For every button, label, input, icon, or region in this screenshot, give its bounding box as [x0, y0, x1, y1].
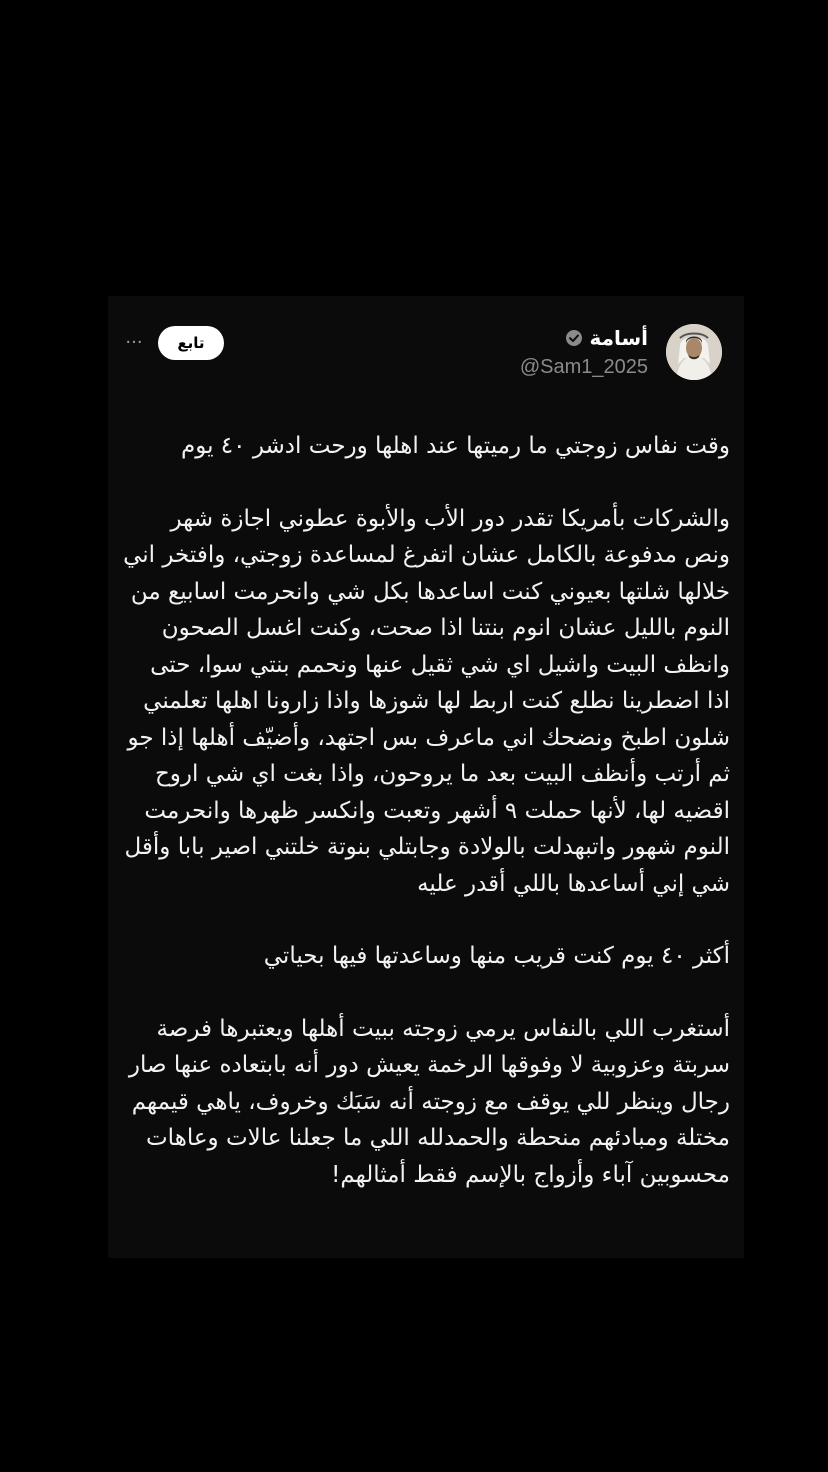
user-info — [520, 326, 648, 379]
avatar-image — [666, 324, 722, 380]
tweet-paragraph: والشركات بأمريكا تقدر دور الأب والأبوة عطوني اجازة شهر ونص مدفوعة بالكامل عشان اتفرغ لمساعدة زوجتي، وافتخر اني خلالها شلتها بعيوني كنت اساعدها بكل شي وانحرمت اسابيع من النوم بالليل عشان انوم بنتنا اذا صحت، وكنت اغسل الصحون وانظف البيت واشيل اي شي ثقيل عنها ونحمم بنتي سوا، حتى اذا اضطرينا نطلع كنت اربط لها شوزها واذا زارونا اهلها تعلمني شلون اطبخ ونضحك اني ماعرف بس اجتهد، وأضيّف أهلها إذا جو ثم أرتب وأنظف البيت بعد ما يروحون، واذا بغت اي شي اروح اقضيه لها، لأنها حملت ٩ أشهر وتعبت وانكسر ظهرها وانحرمت النوم شهور واتبهدلت بالولادة وجابتلي بنوتة خلتني اصير بابا وأقل شي إني أساعدها باللي أقدر عليه — [123, 505, 730, 897]
more-dots-label: ··· — [125, 331, 143, 353]
display-name[interactable]: أسامة — [589, 326, 648, 350]
more-dots-icon[interactable] — [120, 328, 148, 356]
avatar[interactable] — [666, 324, 722, 380]
tweet-header — [108, 316, 744, 394]
follow-button[interactable]: تابع — [158, 326, 224, 360]
name-row — [520, 326, 648, 350]
tweet-paragraph: أستغرب اللي بالنفاس يرمي زوجته ببيت أهلها ويعتبرها فرصة سربتة وعزوبية لا وفوقها الرخمة يعيش دور أنه بابتعاده عنها صار رجال وينظر للي يوقف مع زوجته أنه سَبَك وخروف، ياهي قيمهم مختلة ومبادئهم منحطة والحمدلله اللي ما جعلنا عالات وعاهات محسوبين آباء وأزواج بالإسم فقط أمثالهم! — [128, 1015, 730, 1188]
user-handle[interactable]: @Sam1_2025 — [519, 356, 648, 378]
tweet-paragraph: أكثر ٤٠ يوم كنت قريب منها وساعدتها فيها بحياتي — [263, 943, 730, 969]
tweet-text — [122, 428, 730, 1229]
tweet-paragraph: وقت نفاس زوجتي ما رميتها عند اهلها ورحت ادشر ٤٠ يوم — [180, 433, 730, 459]
verified-badge-icon — [565, 329, 583, 347]
tweet-card — [108, 296, 744, 1258]
